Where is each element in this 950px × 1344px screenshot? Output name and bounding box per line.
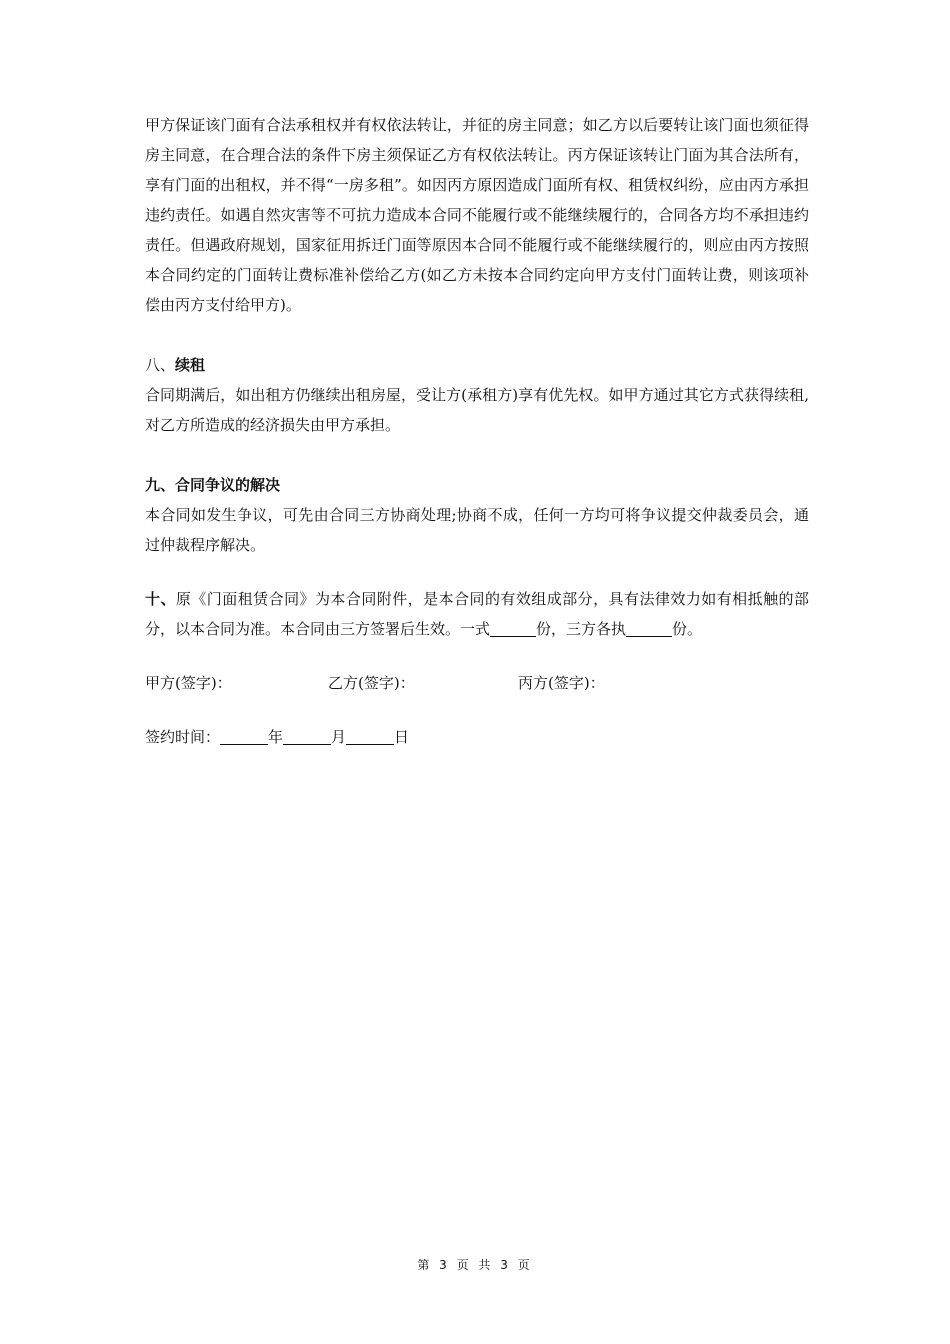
article8-title: 续租 <box>175 356 206 374</box>
day-blank[interactable] <box>346 726 394 745</box>
spacer <box>145 644 809 668</box>
spacer <box>145 440 809 470</box>
year-blank[interactable] <box>220 726 268 745</box>
party-b-signature-label: 乙方(签字)： <box>328 674 415 692</box>
article10-text-part1: 原《门面租赁合同》为本合同附件，是本合同的有效组成部分，具有法律效力如有相抵触的部分，以本合同为准。本合同由三方签署后生效。一式 <box>145 590 809 638</box>
party-c-signature-label: 丙方(签字)： <box>518 674 605 692</box>
spacer <box>145 560 809 584</box>
month-blank[interactable] <box>283 726 331 745</box>
copies-each-blank[interactable] <box>626 618 672 637</box>
article10-paragraph <box>145 584 809 644</box>
article7-continued-paragraph: 甲方保证该门面有合法承租权并有权依法转让，并征的房主同意；如乙方以后要转让该门面也须征得房主同意，在合理合法的条件下房主须保证乙方有权依法转让。丙方保证该转让门面为其合法所有，享有门面的出租权，并不得“一房多租”。如因丙方原因造成门面所有权、租赁权纠纷，应由丙方承担违约责任。如遇自然灾害等不可抗力造成本合同不能履行或不能继续履行的，合同各方均不承担违约责任。但遇政府规划，国家征用拆迁门面等原因本合同不能履行或不能继续履行的，则应由丙方按照本合同约定的门面转让费标准补偿给乙方(如乙方未按本合同约定向甲方支付门面转让费，则该项补偿由丙方支付给甲方)。 <box>145 116 809 314</box>
article9-title: 合同争议的解决 <box>175 476 281 494</box>
day-label: 日 <box>394 728 410 746</box>
sign-date-label: 签约时间： <box>145 728 221 746</box>
year-label: 年 <box>268 728 284 746</box>
article9-paragraph: 本合同如发生争议，可先由合同三方协商处理;协商不成，任何一方均可将争议提交仲裁委员会，通过仲裁程序解决。 <box>145 506 809 554</box>
signature-row <box>145 668 809 698</box>
article9-number: 九、 <box>145 476 176 494</box>
article8-heading <box>145 350 809 380</box>
spacer <box>145 320 809 350</box>
sign-date-row <box>145 722 809 752</box>
article8-number: 八、 <box>145 356 176 374</box>
copies-total-blank[interactable] <box>490 618 536 637</box>
party-a-signature-label: 甲方(签字)： <box>145 674 232 692</box>
month-label: 月 <box>331 728 347 746</box>
article10-text-part3: 份。 <box>672 620 703 638</box>
article9-heading <box>145 470 809 500</box>
article10-text-part2: 份，三方各执 <box>536 620 627 638</box>
article8-paragraph: 合同期满后，如出租方仍继续出租房屋，受让方(承租方)享有优先权。如甲方通过其它方式获得续租,对乙方所造成的经济损失由甲方承担。 <box>145 386 809 434</box>
document-body <box>145 110 809 752</box>
spacer <box>145 698 809 722</box>
page-footer: 第 3 页 共 3 页 <box>417 1258 533 1272</box>
article10-number: 十、 <box>145 590 176 608</box>
